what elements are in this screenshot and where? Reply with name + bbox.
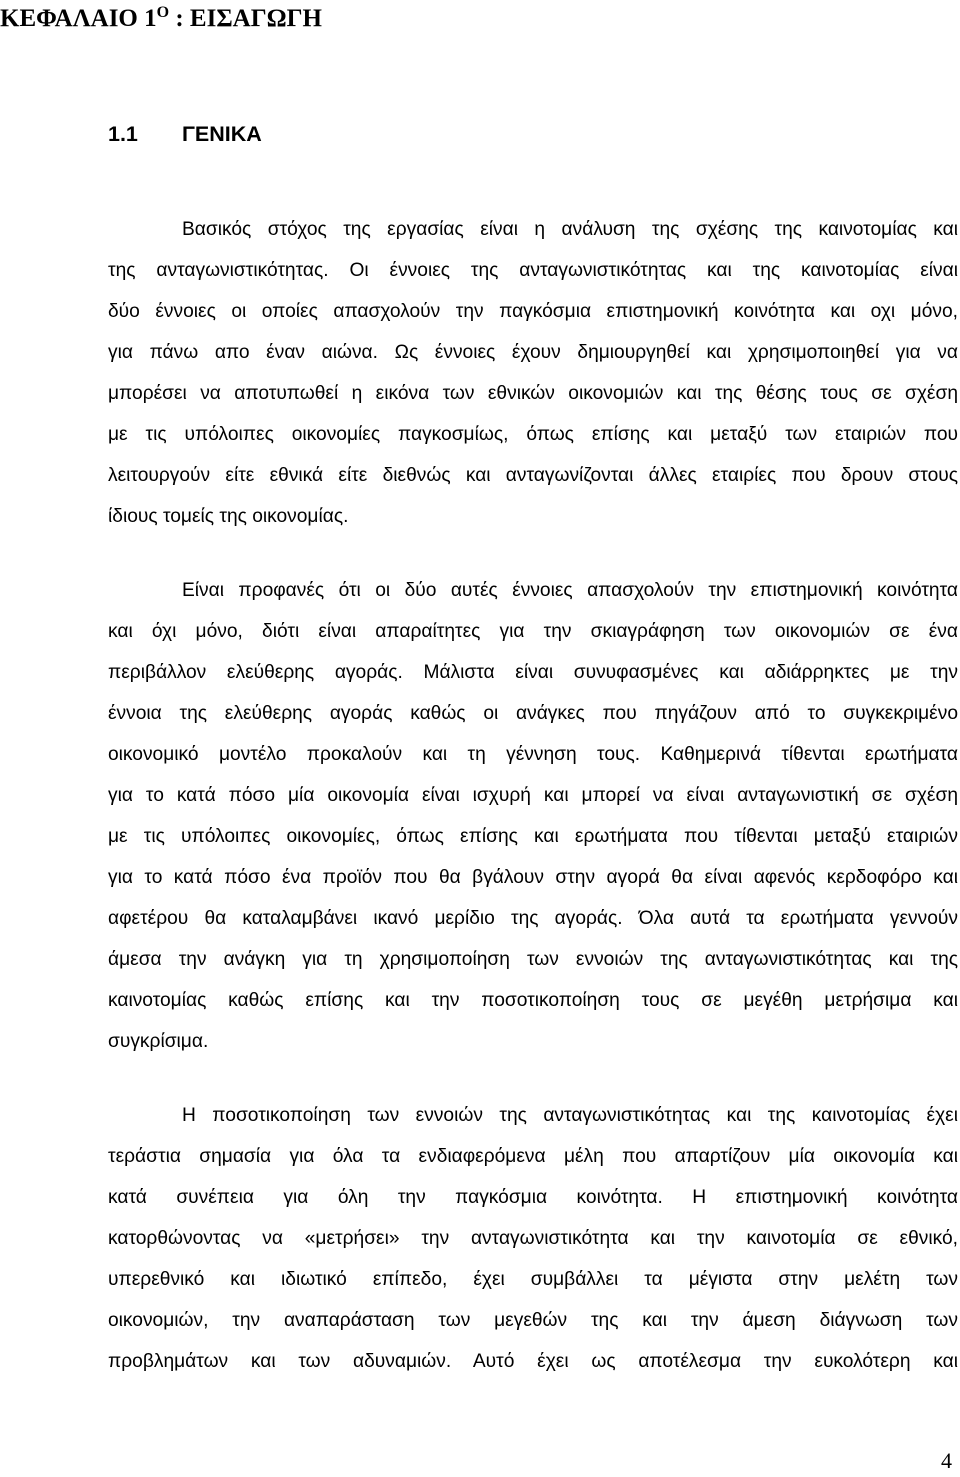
paragraph-line: λειτουργούν είτε εθνικά είτε διεθνώς και ανταγωνίζονται άλλες εταιρίες που δρουν στους <box>108 465 958 486</box>
paragraph-line: δύο έννοιες οι οποίες απασχολούν την παγκόσμια επιστημονική κοινότητα και οχι μόνο, <box>108 301 958 322</box>
paragraph-line: περιβάλλον ελεύθερης αγοράς. Μάλιστα είναι συνυφασμένες και αδιάρρηκτες με την <box>108 662 958 683</box>
paragraph-line: Η ποσοτικοποίηση των εννοιών της ανταγωνιστικότητας και της καινοτομίας έχει <box>182 1105 958 1126</box>
paragraph-line: υπερεθνικό και ιδιωτικό επίπεδο, έχει συμβάλλει τα μέγιστα στην μελέτη των <box>108 1269 958 1290</box>
paragraph-line: προβλημάτων και των αδυναμιών. Αυτό έχει ως αποτέλεσμα την ευκολότερη και <box>108 1351 958 1372</box>
paragraph-line: με τις υπόλοιπες οικονομίες παγκοσμίως, όπως επίσης και μεταξύ των εταιριών που <box>108 424 958 445</box>
paragraph-line: αφετέρου θα καταλαμβάνει ικανό μερίδιο της αγοράς. Όλα αυτά τα ερωτήματα γεννούν <box>108 908 958 929</box>
paragraph-line: καινοτομίας καθώς επίσης και την ποσοτικοποίηση τους σε μεγέθη μετρήσιμα και <box>108 990 958 1011</box>
paragraph-line: για το κατά πόσο μία οικονομία είναι ισχυρή και μπορεί να είναι ανταγωνιστική σε σχέση <box>108 785 958 806</box>
paragraph-line: έννοια της ελεύθερης αγοράς καθώς οι ανάγκες που πηγάζουν από το συγκεκριμένο <box>108 703 958 724</box>
section-title: ΓΕΝΙΚΑ <box>182 122 262 146</box>
paragraph-line: οικονομιών, την αναπαράσταση των μεγεθών της και την άμεση διάγνωση των <box>108 1310 958 1331</box>
page-number: 4 <box>941 1448 952 1473</box>
section-heading <box>108 119 262 149</box>
paragraph-line: μπορέσει να αποτυπωθεί η εικόνα των εθνικών οικονομιών και της θέσης τους σε σχέση <box>108 383 958 404</box>
paragraph-line: οικονομικό μοντέλο προκαλούν και τη γέννηση τους. Καθημερινά τίθενται ερωτήματα <box>108 744 958 765</box>
paragraph-line: συγκρίσιμα. <box>108 1031 209 1052</box>
paragraph-line: και όχι μόνο, διότι είναι απαραίτητες για την σκιαγράφηση των οικονομιών σε ένα <box>108 621 958 642</box>
paragraph-line: με τις υπόλοιπες οικονομίες, όπως επίσης και ερωτήματα που τίθενται μεταξύ εταιριών <box>108 826 958 847</box>
chapter-ordinal-superscript: Ο <box>156 4 170 21</box>
paragraph-line: κατορθώνοντας να «μετρήσει» την ανταγωνιστικότητα και την καινοτομία σε εθνικό, <box>108 1228 958 1249</box>
paragraph-line: Βασικός στόχος της εργασίας είναι η ανάλυση της σχέσης της καινοτομίας και <box>182 219 958 240</box>
paragraph-line: άμεσα την ανάγκη για τη χρησιμοποίηση των εννοιών της ανταγωνιστικότητας και της <box>108 949 958 970</box>
paragraph-line: κατά συνέπεια για όλη την παγκόσμια κοινότητα. Η επιστημονική κοινότητα <box>108 1187 958 1208</box>
paragraph-line: της ανταγωνιστικότητας. Οι έννοιες της ανταγωνιστικότητας και της καινοτομίας είναι <box>108 260 958 281</box>
chapter-title-suffix: : ΕΙΣΑΓΩΓΗ <box>169 5 322 32</box>
paragraph-1 <box>108 209 958 537</box>
paragraph-line: ίδιους τομείς της οικονομίας. <box>108 506 349 527</box>
chapter-title <box>0 2 322 36</box>
paragraph-line: για το κατά πόσο ένα προϊόν που θα βγάλουν στην αγορά θα είναι αφενός κερδοφόρο και <box>108 867 958 888</box>
paragraph-line: Είναι προφανές ότι οι δύο αυτές έννοιες απασχολούν την επιστημονική κοινότητα <box>182 580 958 601</box>
paragraph-2 <box>108 570 958 1062</box>
paragraph-line: τεράστια σημασία για όλα τα ενδιαφερόμενα μέλη που απαρτίζουν μία οικονομία και <box>108 1146 958 1167</box>
chapter-title-text: ΚΕΦΑΛΑΙΟ 1 <box>0 5 157 32</box>
paragraph-line: για πάνω απο έναν αιώνα. Ως έννοιες έχουν δημιουργηθεί και χρησιμοποιηθεί για να <box>108 342 958 363</box>
paragraph-3 <box>108 1095 958 1382</box>
section-number: 1.1 <box>108 122 138 146</box>
